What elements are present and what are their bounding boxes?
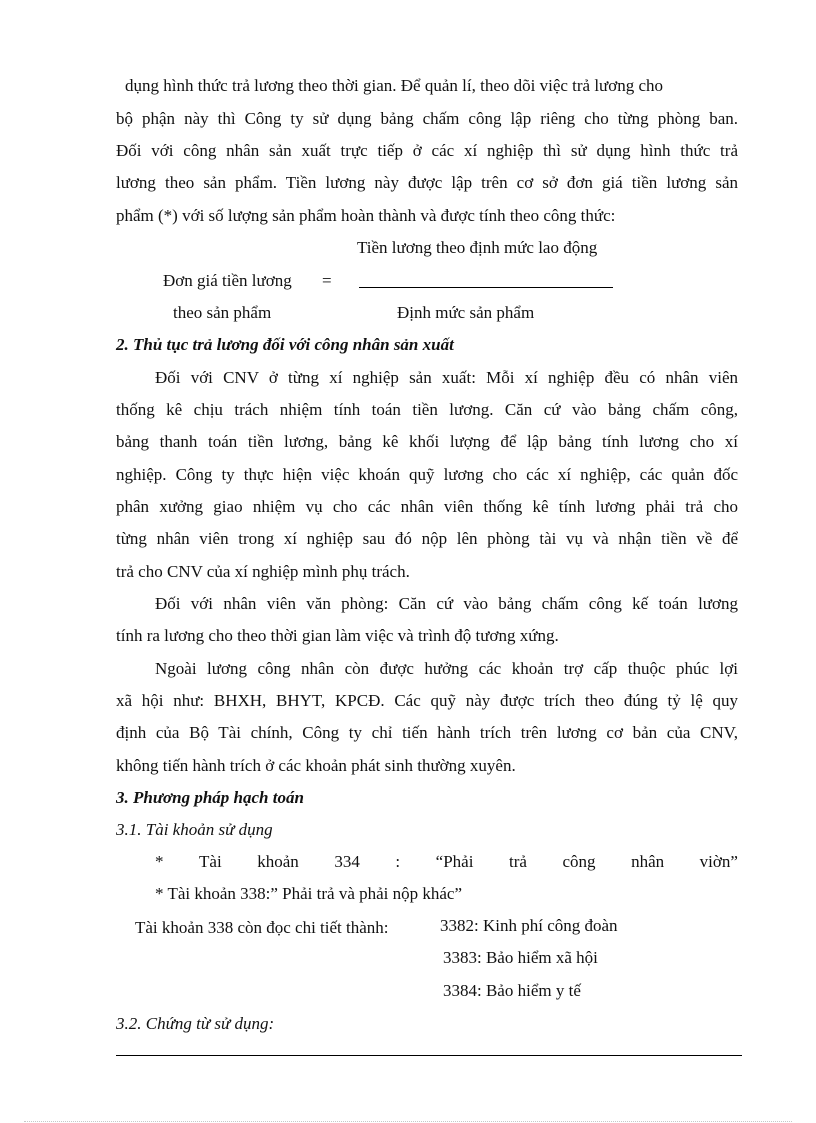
section-heading-2: 2. Thủ tục trả lương đối với công nhân sản xuất [116, 335, 454, 354]
body-line: Đối với nhân viên văn phòng: Căn cứ vào bảng chấm công kế toán lương [155, 594, 738, 613]
subsection-heading-3-2: 3.2. Chứng từ sử dụng: [116, 1014, 275, 1033]
formula-denominator: Định mức sản phẩm [397, 303, 535, 322]
account-334-word: nhân [631, 852, 665, 871]
account-334-word: “Phải [435, 852, 474, 871]
body-line: lương theo sản phẩm. Tiền lương này được lập trên cơ sở đơn giá tiền lương sản [116, 173, 738, 192]
body-line: phẩm (*) với số lượng sản phẩm hoàn thành và được tính theo công thức: [116, 206, 616, 225]
account-334-word: công [562, 852, 596, 871]
body-line: định của Bộ Tài chính, Công ty chỉ tiến hành trích trên lương cơ bản của CNV, [116, 723, 738, 742]
formula-lhs-line1: Đơn giá tiền lương [163, 271, 292, 290]
body-line: trả cho CNV của xí nghiệp mình phụ trách. [116, 562, 410, 581]
account-338-line: * Tài khoản 338:” Phải trả và phải nộp khác” [155, 884, 463, 903]
account-334-word: 334 [334, 852, 360, 871]
formula-numerator: Tiền lương theo định mức lao động [357, 238, 598, 257]
body-line: xã hội như: BHXH, BHYT, KPCĐ. Các quỹ này được trích theo đúng tỷ lệ quy [116, 691, 738, 710]
account-334-word: trả [509, 852, 527, 871]
subsection-heading-3-1: 3.1. Tài khoản sử dụng [116, 820, 273, 839]
account-338-detail-label: Tài khoản 338 còn đọc chi tiết thành: [135, 918, 389, 937]
page-edge-divider [24, 1121, 792, 1122]
account-3382: 3382: Kinh phí công đoàn [440, 916, 618, 935]
account-334-line [155, 851, 738, 873]
account-334-word: khoản [257, 852, 299, 871]
body-line: không tiến hành trích ở các khoản phát sinh thường xuyên. [116, 756, 516, 775]
body-line: dụng hình thức trả lương theo thời gian. Để quản lí, theo dõi việc trả lương cho [125, 76, 664, 95]
footer-rule [116, 1055, 742, 1056]
formula-equals: = [322, 271, 332, 290]
body-line: bộ phận này thì Công ty sử dụng bảng chấm công lập riêng cho từng phòng ban. [116, 109, 738, 128]
body-line: phân xưởng giao nhiệm vụ cho các nhân viên thống kê tính lương phải trả cho [116, 497, 738, 516]
section-heading-3: 3. Phương pháp hạch toán [116, 788, 304, 807]
body-line: bảng thanh toán tiền lương, bảng kê khối lượng để lập bảng tính lương cho xí [116, 432, 738, 451]
body-line: thống kê chịu trách nhiệm tính toán tiền lương. Căn cứ vào bảng chấm công, [116, 400, 738, 419]
formula-lhs-line2: theo sản phẩm [173, 303, 272, 322]
account-3383: 3383: Bảo hiểm xã hội [443, 948, 598, 967]
body-line: nghiệp. Công ty thực hiện việc khoán quỹ lương cho các xí nghiệp, các quản đốc [116, 465, 738, 484]
body-line: từng nhân viên trong xí nghiệp sau đó nộp lên phòng tài vụ và nhận tiền về để [116, 529, 738, 548]
formula-fraction-bar [359, 287, 613, 288]
account-3384: 3384: Bảo hiểm y tế [443, 981, 581, 1000]
body-line: Đối với CNV ở từng xí nghiệp sản xuất: Mỗi xí nghiệp đều có nhân viên [155, 368, 738, 387]
body-line: tính ra lương cho theo thời gian làm việc và trình độ tương xứng. [116, 626, 559, 645]
body-line: Đối với công nhân sản xuất trực tiếp ở các xí nghiệp thì sử dụng hình thức trả [116, 141, 738, 160]
account-334-word: : [395, 852, 401, 871]
account-334-word: * [155, 852, 164, 871]
account-334-word: viờn” [699, 852, 738, 871]
account-334-word: Tài [199, 852, 222, 871]
body-line: Ngoài lương công nhân còn được hưởng các khoản trợ cấp thuộc phúc lợi [155, 659, 738, 678]
